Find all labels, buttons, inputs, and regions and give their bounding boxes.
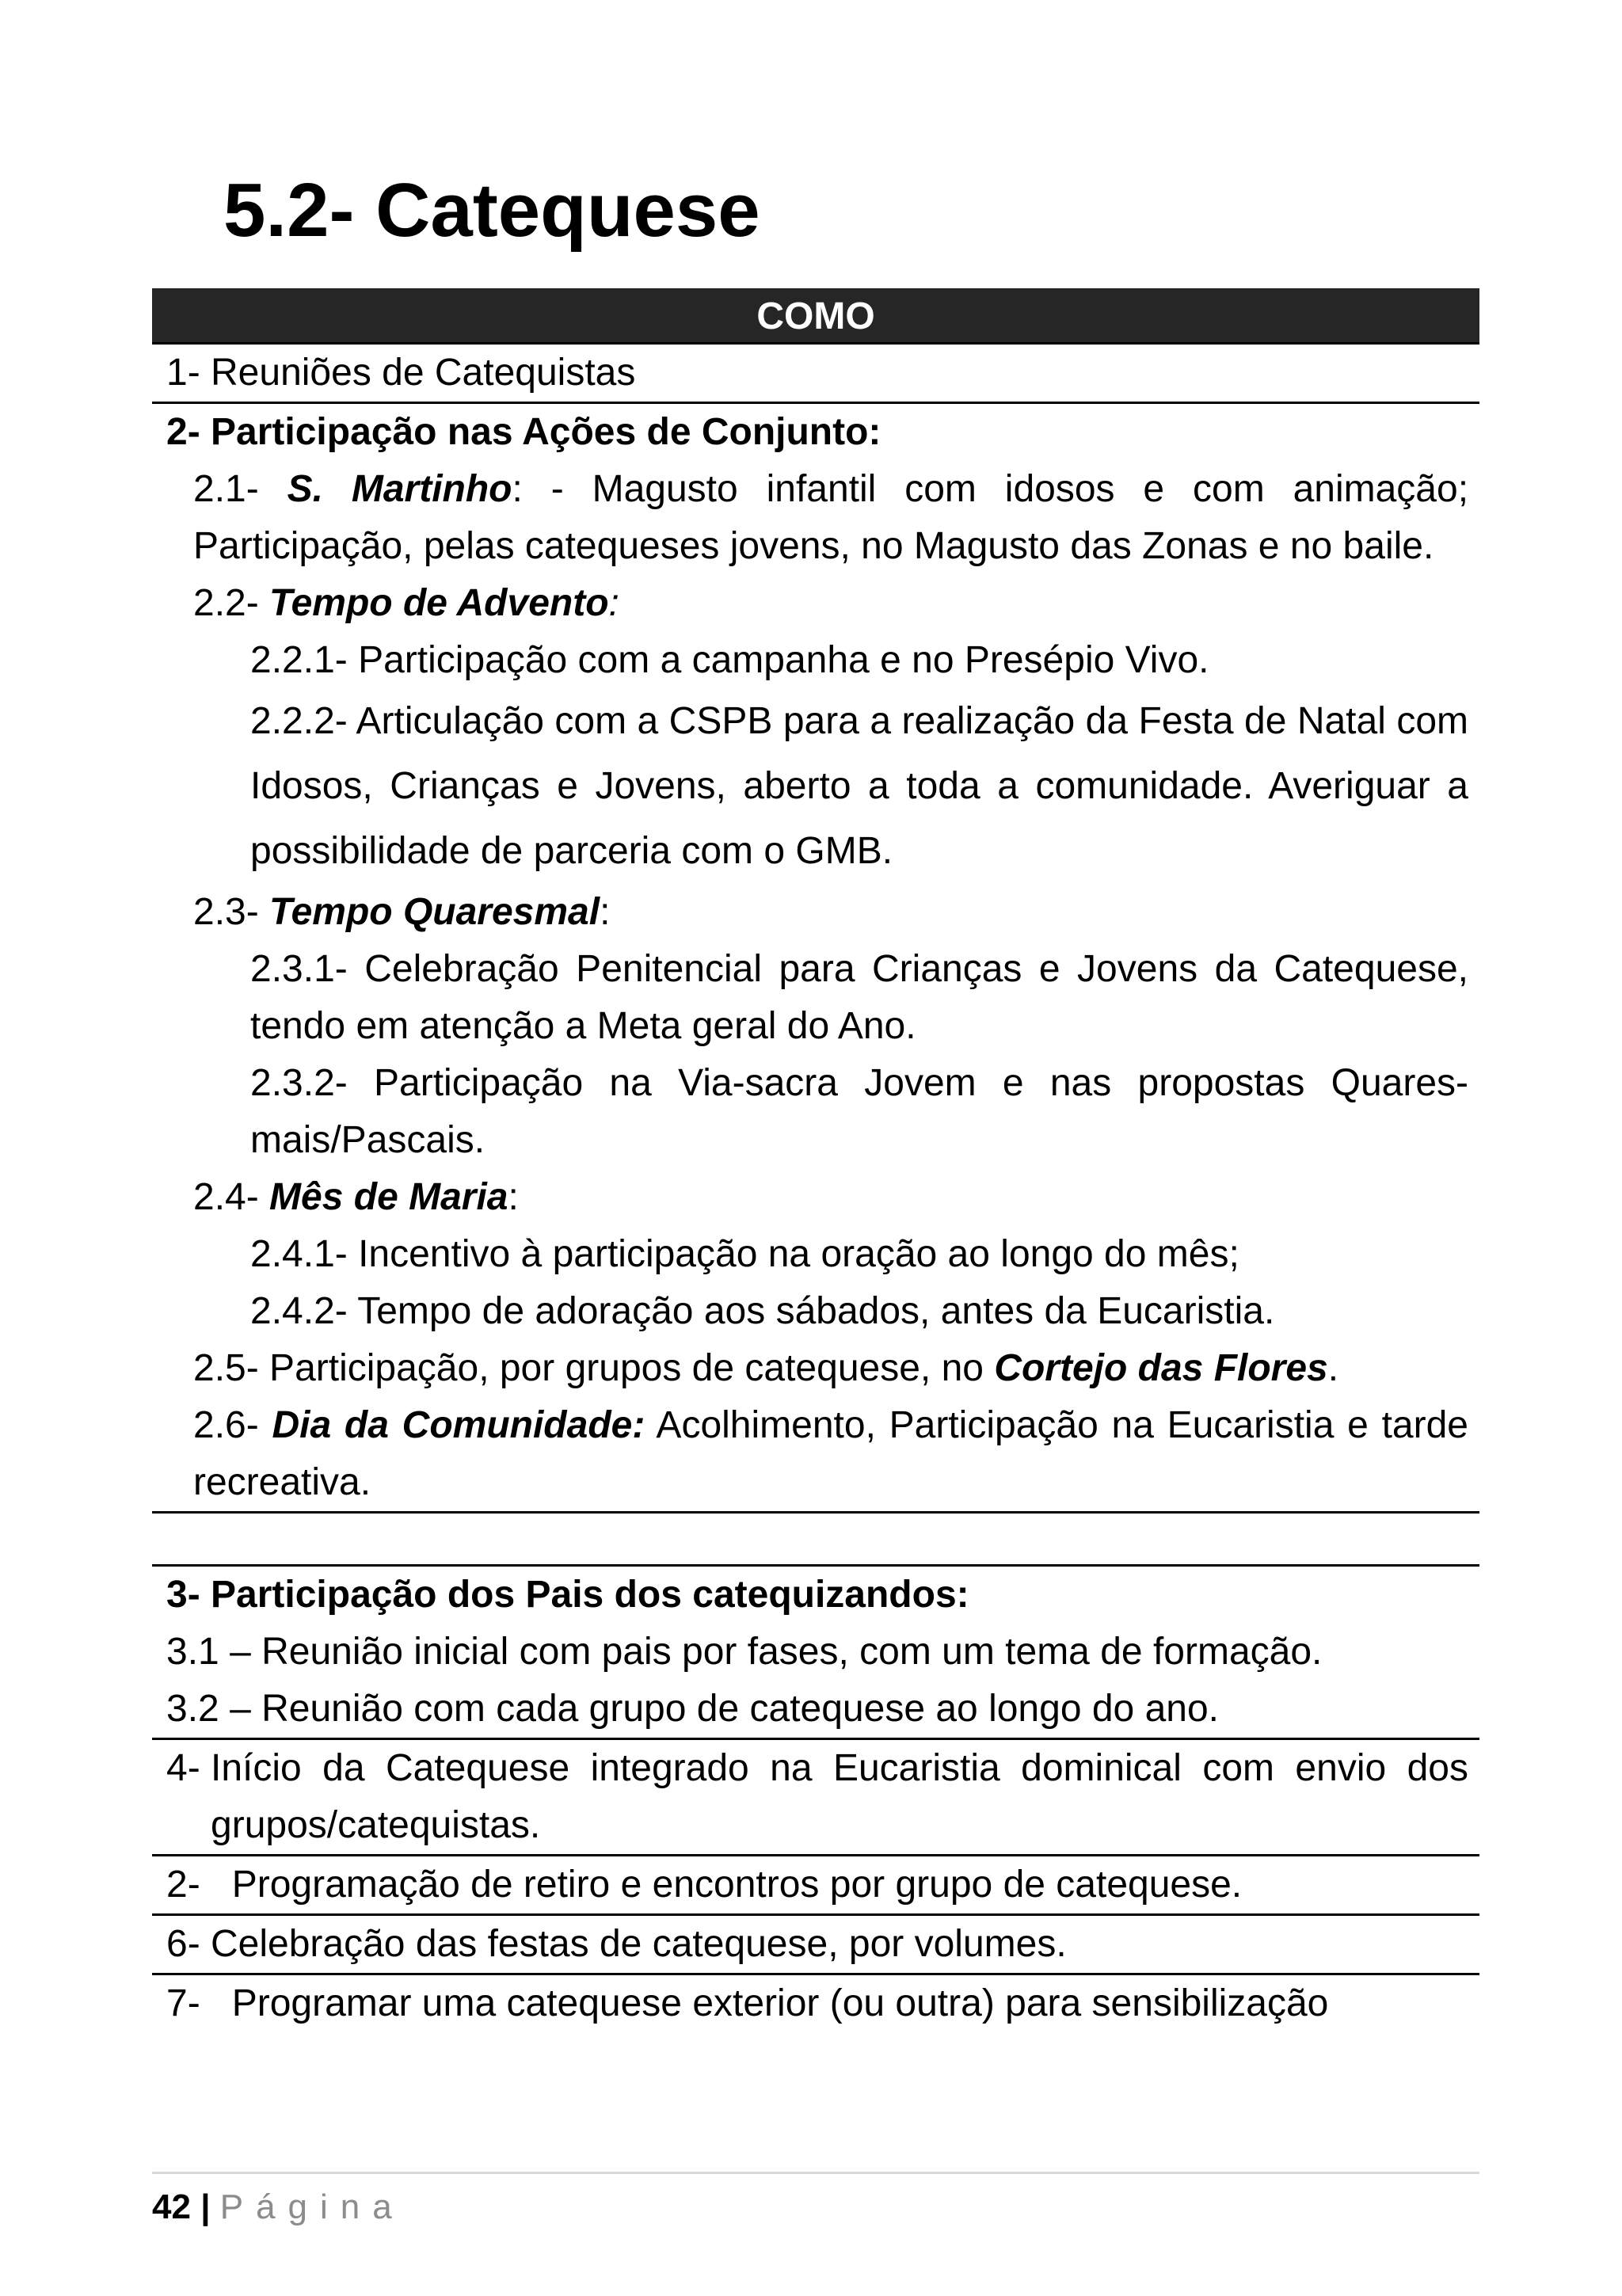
subitem-2-3-title: Tempo Quaresmal — [269, 891, 600, 933]
subitem-2-4-colon: : — [508, 1176, 519, 1218]
item-1-text: 1- Reuniões de Catequistas — [166, 352, 636, 394]
table-row-5 — [152, 1856, 1479, 1916]
subitem-2-4-number: 2.4- — [193, 1176, 270, 1218]
subitem-2-1 — [166, 461, 1468, 575]
item-5 — [166, 1856, 1468, 1913]
table-row-4 — [152, 1740, 1479, 1856]
table-row-3 — [152, 1564, 1479, 1740]
page-number: 42 — [152, 2187, 191, 2226]
item-5-text: Programação de retiro e encontros por grupo de catequese. — [231, 1864, 1243, 1906]
subitem-2-5-end: . — [1327, 1347, 1339, 1389]
subitem-2-3-number: 2.3- — [193, 891, 270, 933]
item-4-text: Início da Catequese integrado na Eucaristia dominical com envio dos grupos/catequistas. — [211, 1747, 1468, 1846]
subitem-3-1: 3.1 – Reunião inicial com pais por fases, com um tema de formação. — [166, 1631, 1323, 1673]
subitem-2-6-text: Acolhimento, Participação na Eucaristia e tarde recreativa. — [193, 1404, 1469, 1503]
item-7-text: Programar uma catequese exterior (ou outra) para sensibilização — [231, 1982, 1329, 2024]
subitem-3-2: 3.2 – Reunião com cada grupo de catequese ao longo do ano. — [166, 1688, 1219, 1730]
item-2-heading: 2- Participação nas Ações de Conjunto: — [166, 411, 881, 453]
subitem-2-6-title: Dia da Comunidade: — [272, 1404, 645, 1446]
item-5-number: 2- — [166, 1864, 232, 1906]
subitem-2-3-colon: : — [600, 891, 611, 933]
subitem-2-3-2: 2.3.2- Participação na Via-sacra Jovem e nas propostas Quares-mais/Pascais. — [250, 1062, 1468, 1161]
subitem-2-5-text: 2.5- Participação, por grupos de catequese, no — [193, 1347, 995, 1389]
subitem-2-2-2: 2.2.2- Articulação com a CSPB para a realização da Festa de Natal com Idosos, Crianças e Jovens, aberto a toda a comunidade. Averiguar a possibilidade de parceria com o GMB. — [250, 700, 1468, 872]
subitem-2-1-text: : - Magusto infantil com idosos e com animação; Participação, pelas catequeses jovens, no Magusto das Zonas e no baile. — [193, 468, 1469, 567]
subitem-2-2-number: 2.2- — [193, 582, 270, 624]
item-7 — [166, 1975, 1468, 2032]
item-3-heading: 3- Participação dos Pais dos catequizandos: — [166, 1574, 969, 1616]
page-title: 5.2- Catequese — [223, 168, 760, 253]
footer-separator: | — [200, 2187, 211, 2226]
subitem-2-5 — [166, 1340, 1468, 1397]
table-row-6 — [152, 1916, 1479, 1975]
subitem-2-4-1: 2.4.1- Incentivo à participação na oração ao longo do mês; — [250, 1233, 1239, 1275]
table-row-2 — [152, 404, 1479, 1514]
subitem-2-4-2: 2.4.2- Tempo de adoração aos sábados, antes da Eucaristia. — [250, 1290, 1275, 1332]
subitem-2-2 — [166, 575, 1468, 632]
table-gap — [152, 1514, 1479, 1564]
page-footer — [152, 2172, 1479, 2233]
item-4 — [166, 1740, 1468, 1854]
subitem-2-5-title: Cortejo das Flores — [994, 1347, 1328, 1389]
subitem-2-2-colon: : — [608, 582, 619, 624]
subitem-2-1-title: S. Martinho — [287, 468, 512, 510]
subitem-2-4-title: Mês de Maria — [269, 1176, 508, 1218]
subitem-2-2-title: Tempo de Advento — [269, 582, 609, 624]
table-row-7 — [152, 1975, 1479, 2032]
subitem-2-2-1: 2.2.1- Participação com a campanha e no Presépio Vivo. — [250, 639, 1209, 681]
footer-page-word: Página — [219, 2187, 405, 2226]
subitem-2-4 — [166, 1169, 1468, 1226]
subitem-2-6-number: 2.6- — [193, 1404, 272, 1446]
como-table — [152, 288, 1479, 2032]
item-7-number: 7- — [166, 1982, 232, 2024]
item-6-text: 6- Celebração das festas de catequese, por volumes. — [166, 1923, 1067, 1965]
subitem-2-3 — [166, 884, 1468, 941]
table-header: COMO — [152, 288, 1479, 345]
subitem-2-1-number: 2.1- — [193, 468, 287, 510]
subitem-2-6 — [166, 1397, 1468, 1511]
subitem-2-3-1: 2.3.1- Celebração Penitencial para Crianças e Jovens da Catequese, tendo em atenção a Meta geral do Ano. — [250, 948, 1468, 1047]
item-4-number: 4- — [166, 1747, 211, 1789]
table-row-1 — [152, 345, 1479, 404]
